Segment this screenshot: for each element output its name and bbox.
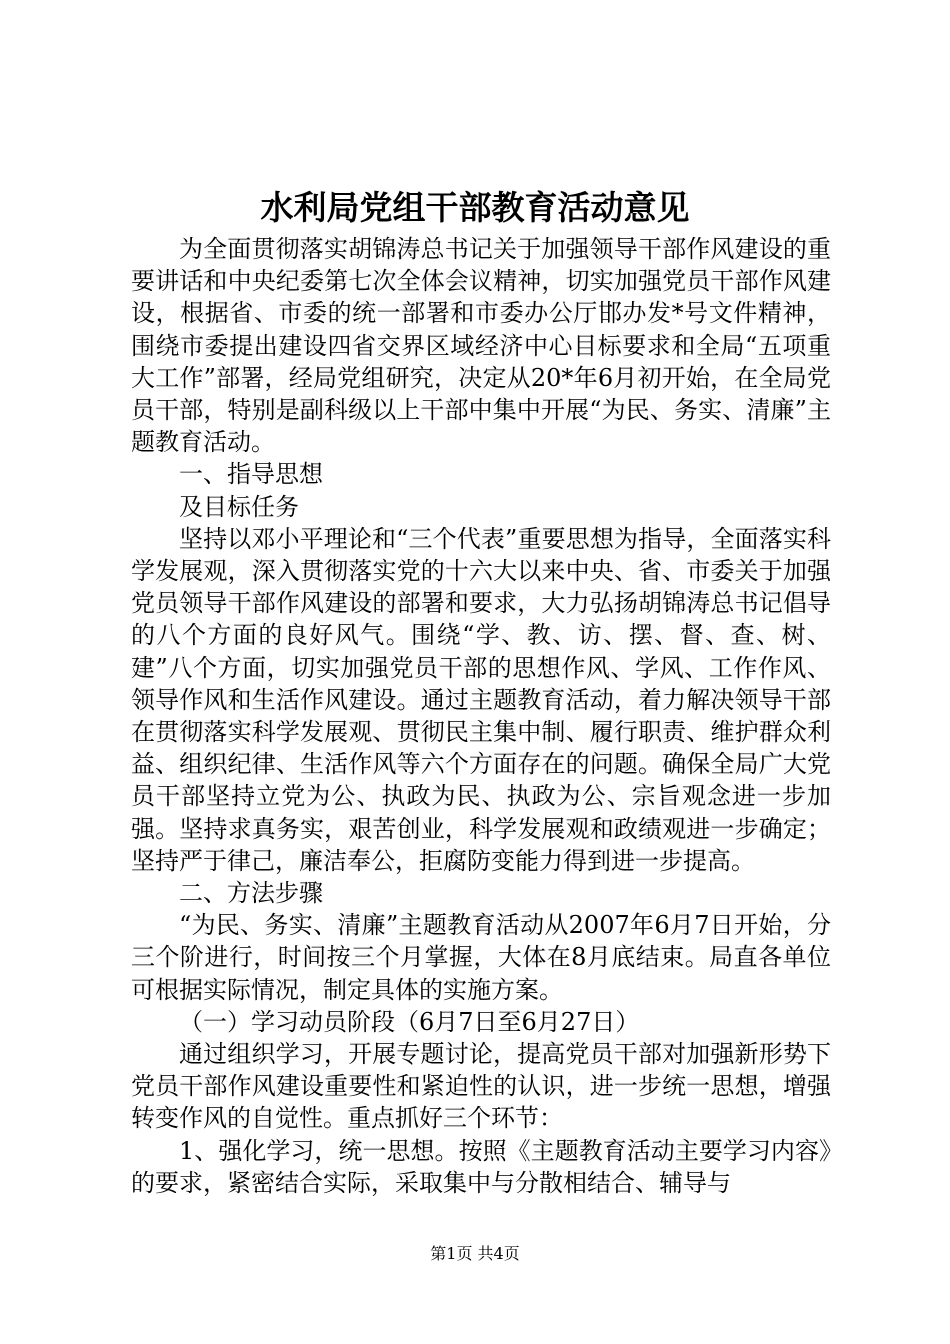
paragraph-guiding-content: 坚持以邓小平理论和“三个代表”重要思想为指导，全面落实科学发展观，深入贯彻落实党的十六大以来中央、省、市委关于加强党员领导干部作风建设的部署和要求，大力弘扬胡锦涛总书记倡导的八个方面的良好风气。围绕“学、教、访、摆、督、查、树、建”八个方面，切实加强党员干部的思想作风、学风、工作作风、领导作风和生活作风建设。通过主题教育活动，着力解决领导干部在贯彻落实科学发展观、贯彻民主集中制、履行职责、维护群众利益、组织纪律、生活作风等六个方面存在的问题。确保全局广大党员干部坚持立党为公、执政为民、执政为公、宗旨观念进一步加强。坚持求真务实，艰苦创业，科学发展观和政绩观进一步确定；坚持严于律己，廉洁奉公，拒腐防变能力得到进一步提高。 <box>131 524 831 875</box>
section-heading-methods: 二、方法步骤 <box>179 879 323 908</box>
document-title: 水利局党组干部教育活动意见 <box>260 188 690 227</box>
paragraph-study-phase: 通过组织学习，开展专题讨论，提高党员干部对加强新形势下党员干部作风建设重要性和紧迫性的认识，进一步统一思想，增强转变作风的自觉性。重点抓好三个环节： <box>131 1040 831 1133</box>
paragraph-item-1: 1、强化学习，统一思想。按照《主题教育活动主要学习内容》的要求，紧密结合实际，采取集中与分散相结合、辅导与 <box>131 1136 831 1197</box>
subsection-heading-study-phase: （一）学习动员阶段（6月7日至6月27日） <box>179 1007 640 1036</box>
page-number-footer: 第1页 共4页 <box>430 1244 520 1263</box>
document-body <box>131 233 831 1199</box>
paragraph-intro: 为全面贯彻落实胡锦涛总书记关于加强领导干部作风建设的重要讲话和中央纪委第七次全体会议精神，切实加强党员干部作风建设，根据省、市委的统一部署和市委办公厅邯办发*号文件精神，围绕市委提出建设四省交界区域经济中心目标要求和全局“五项重大工作”部署，经局党组研究，决定从20*年6月初开始，在全局党员干部，特别是副科级以上干部中集中开展“为民、务实、清廉”主题教育活动。 <box>131 235 831 457</box>
section-heading-guiding-thought: 一、指导思想 <box>179 460 323 489</box>
paragraph-methods-content: “为民、务实、清廉”主题教育活动从2007年6月7日开始，分三个阶进行，时间按三个月掌握，大体在8月底结束。局直各单位可根据实际情况，制定具体的实施方案。 <box>131 911 831 1004</box>
section-heading-goals: 及目标任务 <box>179 492 299 521</box>
